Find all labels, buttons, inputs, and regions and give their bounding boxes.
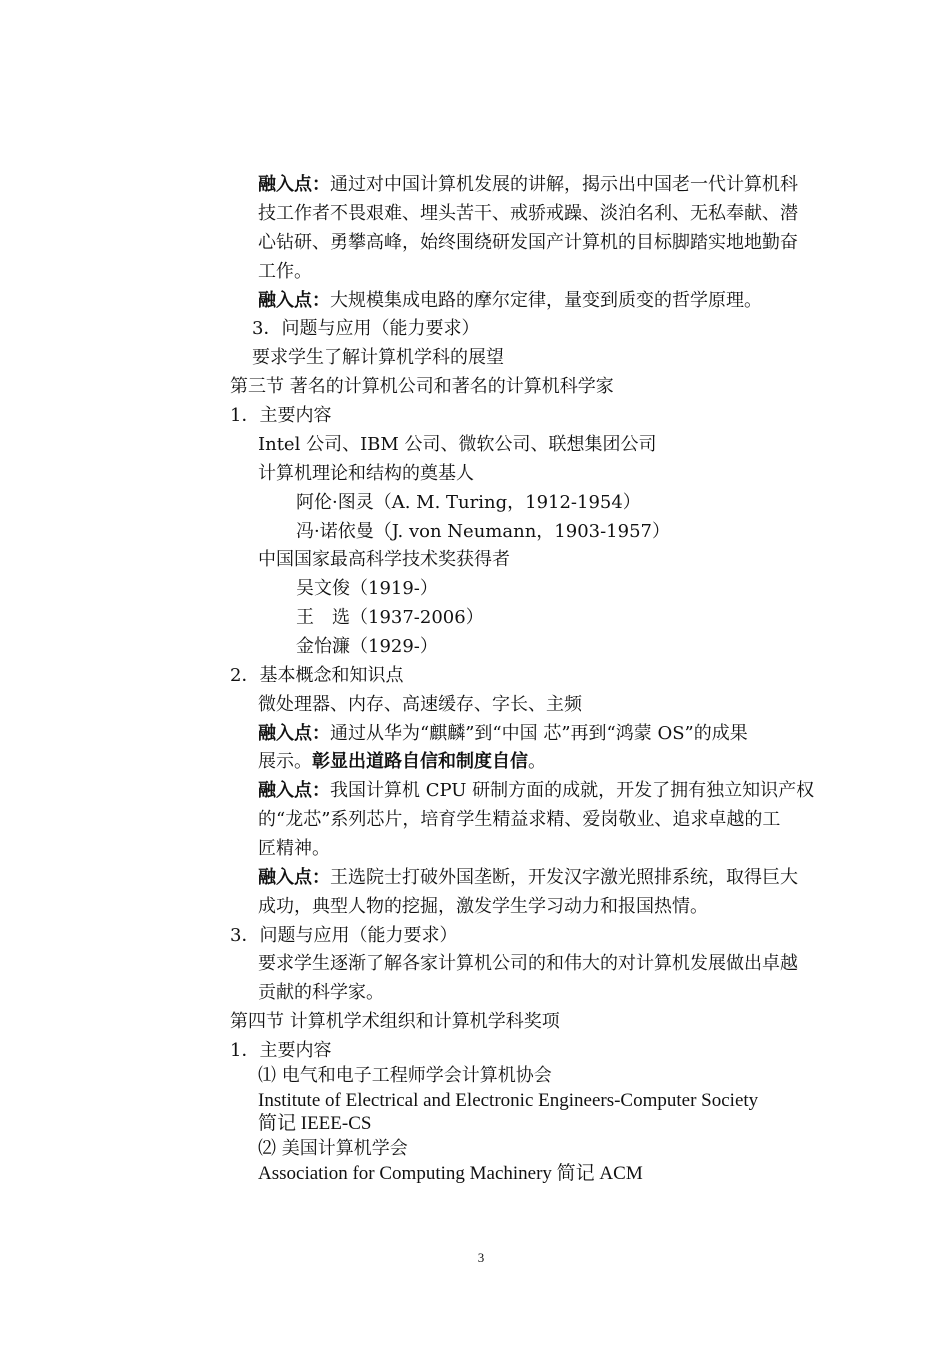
text-line: 技工作者不畏艰难、埋头苦干、戒骄戒躁、淡泊名利、无私奉献、潜 (258, 203, 798, 224)
subsection-heading: 1．主要内容 (230, 1040, 332, 1061)
page-number: 3 (477, 1250, 485, 1265)
text-line: 微处理器、内存、高速缓存、字长、主频 (258, 694, 582, 715)
text-line: Association for Computing Machinery 简记 ACM (258, 1163, 643, 1184)
text-line: 简记 IEEE-CS (258, 1113, 372, 1134)
text-line: 贡献的科学家。 (258, 982, 384, 1003)
text-line: Institute of Electrical and Electronic Engineers-Computer Society (258, 1090, 759, 1111)
list-item: 王 选（1937-2006） (296, 607, 484, 628)
subsection-heading: 1．主要内容 (230, 405, 332, 426)
text-line: 计算机理论和结构的奠基人 (258, 463, 474, 484)
text-line: 融入点：大规模集成电路的摩尔定律，量变到质变的哲学原理。 (258, 290, 762, 311)
highlight-label: 融入点： (258, 174, 330, 195)
text-line: 展示。彰显出道路自信和制度自信。 (258, 751, 546, 772)
text-line: Intel 公司、IBM 公司、微软公司、联想集团公司 (258, 434, 657, 455)
text-line: 融入点：通过从华为“麒麟”到“中国 芯”再到“鸿蒙 OS”的成果 (258, 723, 748, 744)
list-item: ⑵ 美国计算机学会 (258, 1138, 408, 1159)
list-item: 阿伦·图灵（A. M. Turing，1912-1954） (296, 492, 641, 513)
emphasis-text: 彰显出道路自信和制度自信 (312, 751, 528, 772)
text-line: 的“龙芯”系列芯片，培育学生精益求精、爱岗敬业、追求卓越的工 (258, 809, 781, 830)
list-item: 金怡濂（1929-） (296, 636, 438, 657)
text-line: 融入点：王选院士打破外国垄断，开发汉字激光照排系统，取得巨大 (258, 867, 798, 888)
subsection-heading: 3．问题与应用（能力要求） (252, 318, 480, 339)
list-item: 冯·诺依曼（J. von Neumann，1903-1957） (296, 521, 670, 542)
section-heading: 第四节 计算机学术组织和计算机学科奖项 (230, 1011, 560, 1032)
text-line: 融入点：我国计算机 CPU 研制方面的成就，开发了拥有独立知识产权 (258, 780, 815, 801)
subsection-heading: 3．问题与应用（能力要求） (230, 925, 458, 946)
text-line: 工作。 (258, 261, 312, 282)
subsection-heading: 2．基本概念和知识点 (230, 665, 404, 686)
text-line: 匠精神。 (258, 838, 330, 859)
text-line: 要求学生逐渐了解各家计算机公司的和伟大的对计算机发展做出卓越 (258, 953, 798, 974)
text-line: 中国国家最高科学技术奖获得者 (258, 549, 510, 570)
highlight-label: 融入点： (258, 723, 330, 744)
text-line: 融入点：通过对中国计算机发展的讲解，揭示出中国老一代计算机科 (258, 174, 798, 195)
text-line: 要求学生了解计算机学科的展望 (252, 347, 504, 368)
highlight-label: 融入点： (258, 867, 330, 888)
text-line: 心钻研、勇攀高峰，始终围绕研发国产计算机的目标脚踏实地地勤奋 (258, 232, 798, 253)
text-line: 成功，典型人物的挖掘，激发学生学习动力和报国热情。 (258, 896, 708, 917)
highlight-label: 融入点： (258, 780, 330, 801)
list-item: ⑴ 电气和电子工程师学会计算机协会 (258, 1065, 552, 1086)
list-item: 吴文俊（1919-） (296, 578, 438, 599)
section-heading: 第三节 著名的计算机公司和著名的计算机科学家 (230, 376, 614, 397)
highlight-label: 融入点： (258, 290, 330, 311)
